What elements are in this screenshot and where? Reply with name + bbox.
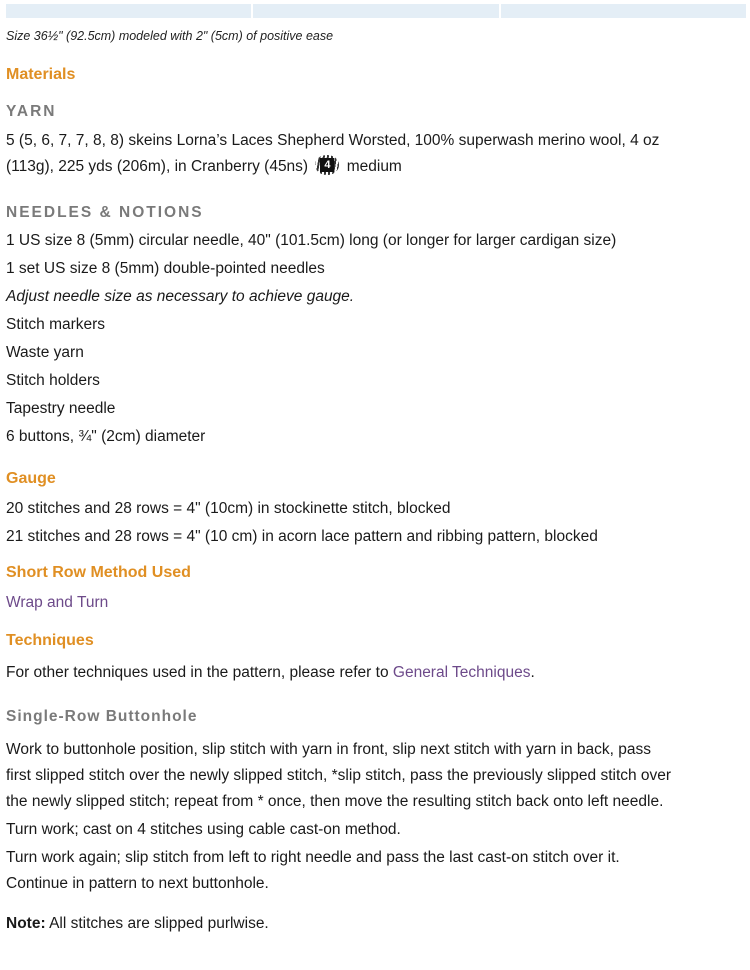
yarn-weight-icon xyxy=(314,155,340,175)
gauge-heading: Gauge xyxy=(6,470,56,487)
note-label: Note: xyxy=(6,915,46,932)
buttonhole-para-1-line-3: the newly slipped stitch; repeat from * once, then move the resulting stitch back onto left needle. xyxy=(6,793,664,810)
needles-item: 6 buttons, ¾" (2cm) diameter xyxy=(6,428,206,445)
yarn-heading: YARN xyxy=(6,103,57,120)
needles-item: Adjust needle size as necessary to achieve gauge. xyxy=(6,288,355,305)
yarn-weight-number: 4 xyxy=(320,158,334,172)
wrap-and-turn-link[interactable]: Wrap and Turn xyxy=(6,594,109,611)
short-row-heading: Short Row Method Used xyxy=(6,564,191,581)
needles-notions-heading: NEEDLES & NOTIONS xyxy=(6,204,204,221)
yarn-line-2 xyxy=(6,154,746,180)
size-caption: Size 36½" (92.5cm) modeled with 2" (5cm) of positive ease xyxy=(6,29,334,43)
note-paragraph xyxy=(6,911,746,937)
needles-item: 1 US size 8 (5mm) circular needle, 40" (101.5cm) long (or longer for larger cardigan size) xyxy=(6,232,617,249)
general-techniques-link[interactable]: General Techniques xyxy=(392,664,531,681)
yarn-line-1: 5 (5, 6, 7, 7, 8, 8) skeins Lorna’s Laces Shepherd Worsted, 100% superwash merino wool, 4 oz xyxy=(6,132,660,149)
techniques-text xyxy=(6,660,746,686)
header-cell xyxy=(253,4,498,18)
pattern-content xyxy=(6,64,746,937)
materials-heading: Materials xyxy=(6,66,76,83)
header-cell xyxy=(501,4,746,18)
gauge-item: 21 stitches and 28 rows = 4" (10 cm) in acorn lace pattern and ribbing pattern, blocked xyxy=(6,528,598,545)
needles-item: 1 set US size 8 (5mm) double-pointed needles xyxy=(6,260,325,277)
buttonhole-para-3-line-1: Turn work again; slip stitch from left to right needle and pass the last cast-on stitch over it. xyxy=(6,849,620,866)
note-text: All stitches are slipped purlwise. xyxy=(49,915,269,932)
gauge-item: 20 stitches and 28 rows = 4" (10cm) in stockinette stitch, blocked xyxy=(6,500,451,517)
yarn-weight-label: medium xyxy=(346,158,402,175)
buttonhole-para-3-line-2: Continue in pattern to next buttonhole. xyxy=(6,875,269,892)
techniques-text-body: For other techniques used in the pattern, please refer to xyxy=(6,664,389,681)
header-cell xyxy=(6,4,251,18)
buttonhole-para-1-line-1: Work to buttonhole position, slip stitch with yarn in front, slip next stitch with yarn in back, pass xyxy=(6,741,651,758)
header-table-strip xyxy=(6,4,746,18)
techniques-period: . xyxy=(530,664,535,681)
needles-item: Waste yarn xyxy=(6,344,84,361)
needles-item: Stitch holders xyxy=(6,372,100,389)
techniques-heading: Techniques xyxy=(6,632,94,649)
yarn-line-2-text: (113g), 225 yds (206m), in Cranberry (45ns) xyxy=(6,158,309,175)
buttonhole-para-2: Turn work; cast on 4 stitches using cable cast-on method. xyxy=(6,821,401,838)
needles-item: Tapestry needle xyxy=(6,400,116,417)
buttonhole-para-1-line-2: first slipped stitch over the newly slipped stitch, *slip stitch, pass the previously slipped stitch over xyxy=(6,767,672,784)
needles-item: Stitch markers xyxy=(6,316,106,333)
buttonhole-heading: Single-Row Buttonhole xyxy=(6,708,198,725)
